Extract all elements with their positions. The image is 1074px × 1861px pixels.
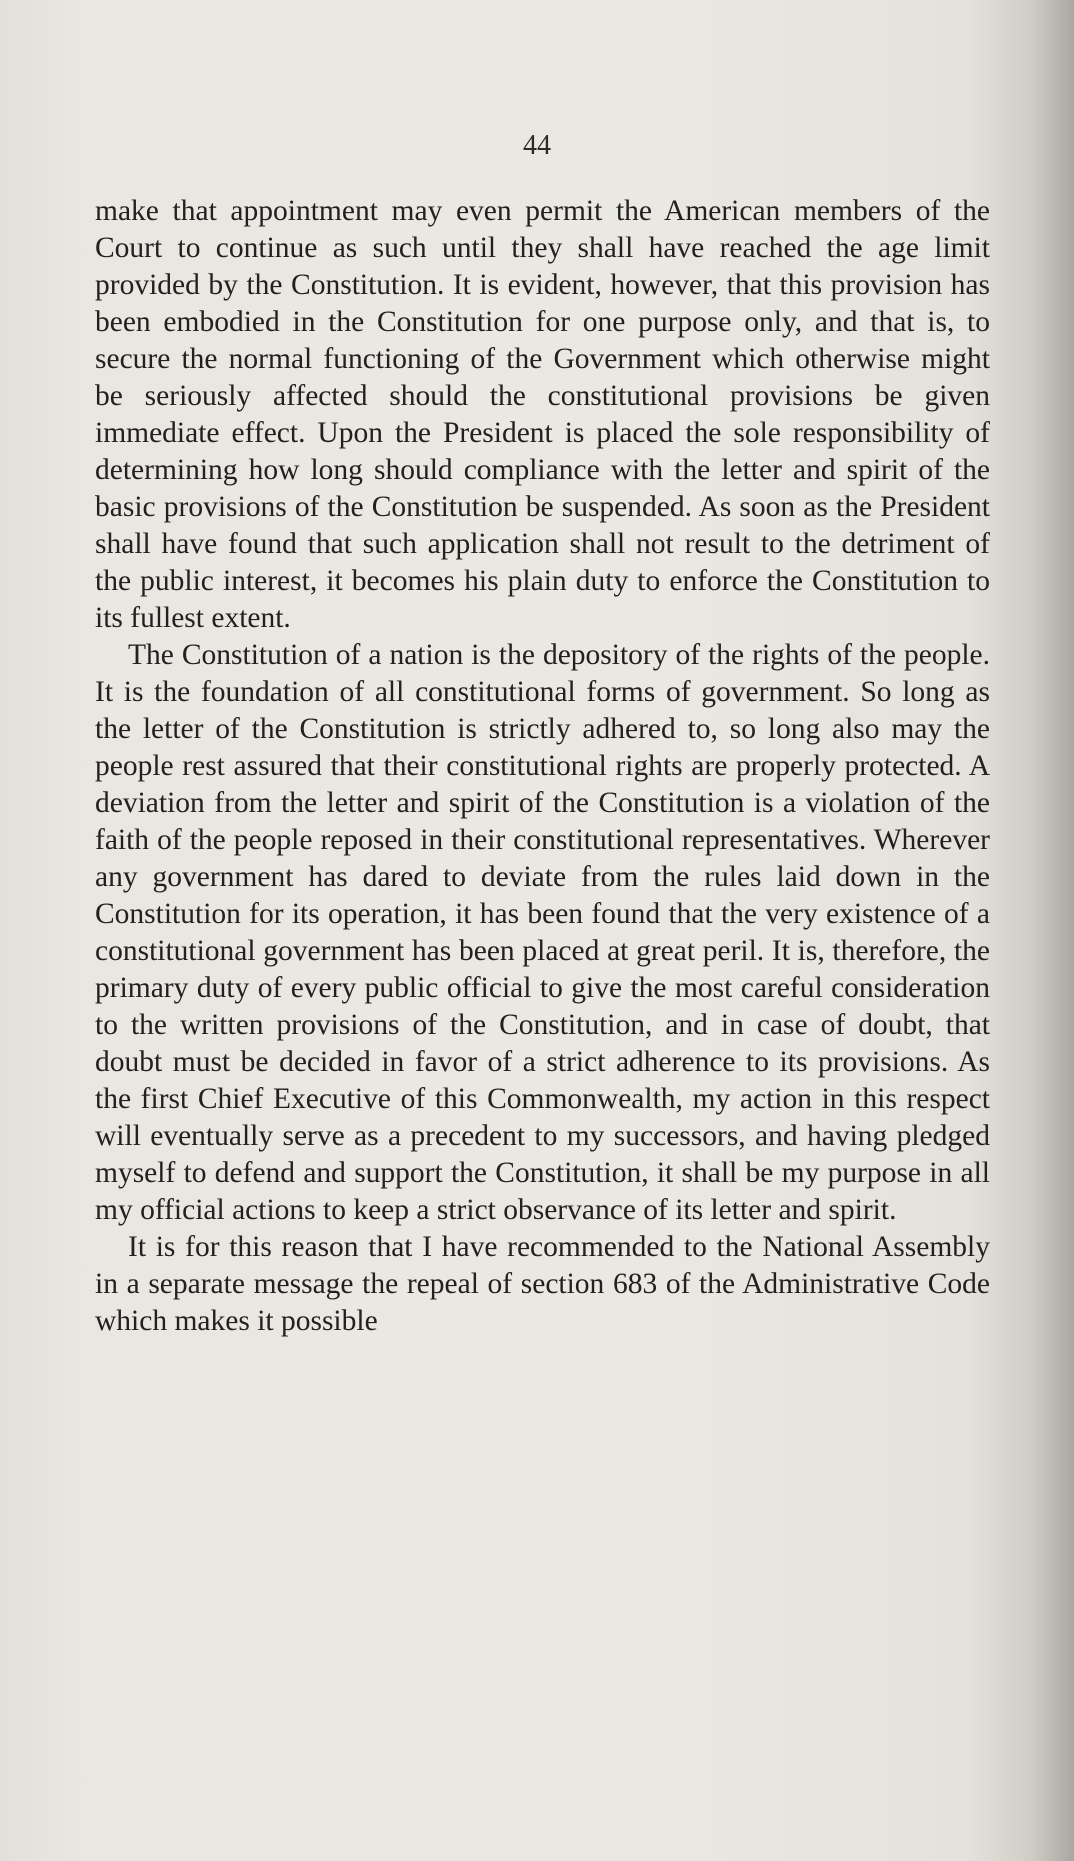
paragraph-recommendation: It is for this reason that I have recommended to the National Assembly in a separate message the repeal of section 683 of the Administrative Code which makes it possible — [95, 1231, 990, 1337]
page-number: 44 — [523, 130, 551, 161]
paragraph-continued: make that appointment may even permit the American members of the Court to continue as such until they shall have reached the age limit provided by the Constitution. It is evident, however, that this provision has been embodied in the Constitution for one purpose only, and that is, to secure the normal functioning of the Government which otherwise might be seriously affected should the constitutional provisions be given immediate effect. Upon the President is placed the sole responsibility of determining how long should compliance with the letter and spirit of the basic provisions of the Constitution be suspended. As soon as the President shall have found that such application shall not result to the detriment of the public interest, it becomes his plain duty to enforce the Constitution to its fullest extent. — [95, 195, 990, 634]
body-text — [95, 193, 990, 1340]
paragraph-constitution: The Constitution of a nation is the depository of the rights of the people. It is the foundation of all constitutional forms of government. So long as the letter of the Constitution is strictly adhered to, so long also may the people rest assured that their constitutional rights are properly protected. A deviation from the letter and spirit of the Constitution is a violation of the faith of the people reposed in their constitutional representatives. Wherever any government has dared to deviate from the rules laid down in the Constitution for its operation, it has been found that the very existence of a constitutional government has been placed at great peril. It is, therefore, the primary duty of every public official to give the most careful consideration to the written provisions of the Constitution, and in case of doubt, that doubt must be decided in favor of a strict adherence to its provisions. As the first Chief Executive of this Commonwealth, my action in this respect will eventually serve as a precedent to my successors, and having pledged myself to defend and support the Constitution, it shall be my purpose in all my official actions to keep a strict observance of its letter and spirit. — [95, 639, 990, 1226]
